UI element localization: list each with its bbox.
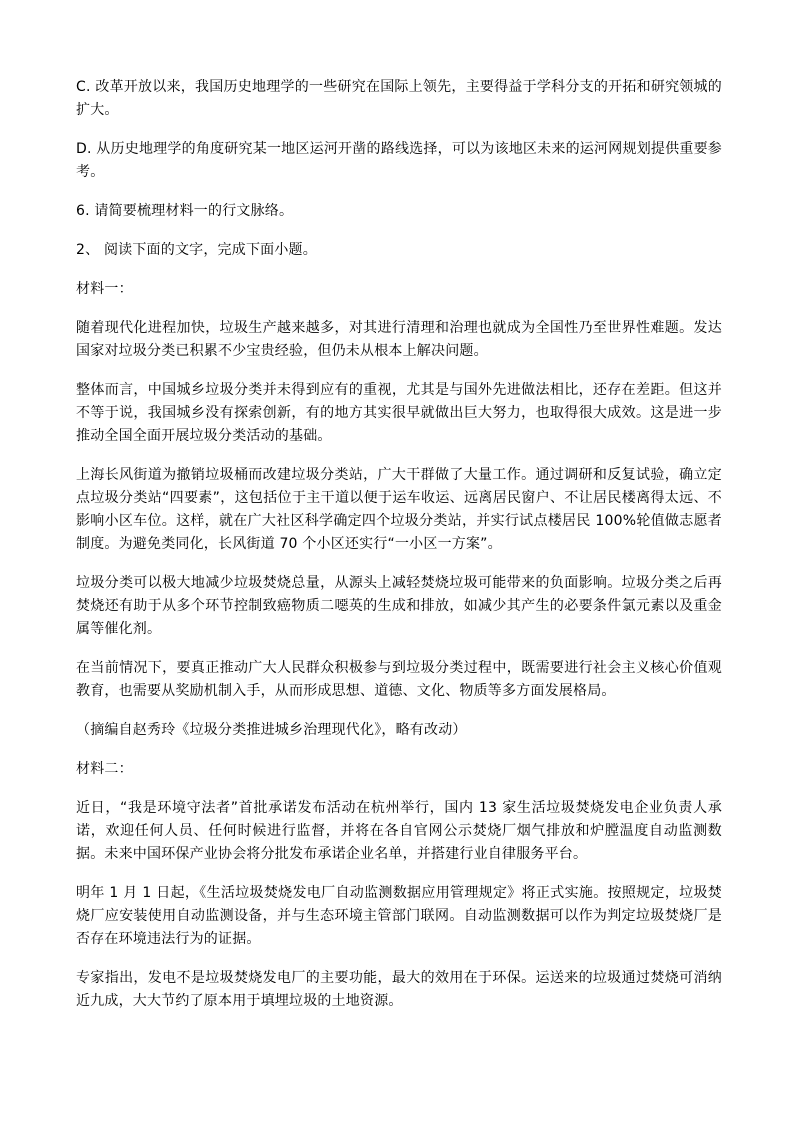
- material-1-label: 材料一：: [76, 281, 133, 297]
- material-2-label: 材料二：: [76, 761, 133, 777]
- material-1-paragraph-5: 在当前情况下，要真正推动广大人民群众积极参与到垃圾分类过程中，既需要进行社会主义核心价值观教育，也需要从奖励机制入手，从而形成思想、道德、文化、物质等多方面发展格局。: [76, 660, 722, 699]
- material-1-paragraph-4: 垃圾分类可以极大地减少垃圾焚烧总量，从源头上减轻焚烧垃圾可能带来的负面影响。垃圾分类之后再焚烧还有助于从多个环节控制致癌物质二噁英的生成和排放，如减少其产生的必要条件氯元素以及重金属等催化剂。: [76, 575, 722, 637]
- option-c: C. 改革开放以来，我国历史地理学的一些研究在国际上领先，主要得益于学科分支的开拓和研究领城的扩大。: [76, 79, 722, 118]
- material-1-paragraph-2: 整体而言，中国城乡垃圾分类并未得到应有的重视，尤其是与国外先进做法相比，还存在差距。但这并不等于说，我国城乡没有探索创新，有的地方其实很早就做出巨大努力，也取得很大成效。这是进一步推动全国全面开展垃圾分类活动的基础。: [76, 382, 722, 444]
- section-2-heading: 2、 阅读下面的文字，完成下面小题。: [76, 242, 317, 258]
- material-1-source: （摘编自赵秀玲《垃圾分类推进城乡治理现代化》，略有改动）: [76, 722, 467, 738]
- document-page: [76, 76, 722, 1029]
- material-2-paragraph-1: 近日，“我是环境守法者”首批承诺发布活动在杭州举行，国内 13 家生活垃圾焚烧发电企业负责人承诺，欢迎任何人员、任何时候进行监督，并将在各自官网公示焚烧厂烟气排放和炉膛温度自动监测数据。未来中国环保产业协会将分批发布承诺企业名单，并搭建行业自律服务平台。: [76, 800, 722, 862]
- option-d: D. 从历史地理学的角度研究某一地区运河开凿的路线选择，可以为该地区未来的运河网规划提供重要参考。: [76, 141, 722, 180]
- question-6: 6. 请简要梳理材料一的行文脉络。: [76, 203, 294, 219]
- material-2-paragraph-3: 专家指出，发电不是垃圾焚烧发电厂的主要功能，最大的效用在于环保。运送来的垃圾通过焚烧可消纳近九成，大大节约了原本用于填埋垃圾的土地资源。: [76, 970, 722, 1009]
- material-1-paragraph-1: 随着现代化进程加快，垃圾生产越来越多，对其进行清理和治理也就成为全国性乃至世界性难题。发达国家对垃圾分类已积累不少宝贵经验，但仍未从根本上解决问题。: [76, 320, 722, 359]
- material-2-paragraph-2: 明年 1 月 1 日起，《生活垃圾焚烧发电厂自动监测数据应用管理规定》将正式实施。按照规定，垃圾焚烧厂应安装使用自动监测设备，并与生态环境主管部门联网。自动监测数据可以作为判定垃圾焚烧厂是否存在环境违法行为的证据。: [76, 885, 722, 947]
- material-1-paragraph-3: 上海长风街道为撤销垃圾桶而改建垃圾分类站，广大干群做了大量工作。通过调研和反复试验，确立定点垃圾分类站“四要素”，这包括位于主干道以便于运车收运、远离居民窗户、不让居民楼离得太远、不影响小区车位。这样，就在广大社区科学确定四个垃圾分类站，并实行试点楼居民 100%轮值做志愿者制度。为避免类同化，长风街道 70 个小区还实行“一小区一方案”。: [76, 467, 722, 552]
